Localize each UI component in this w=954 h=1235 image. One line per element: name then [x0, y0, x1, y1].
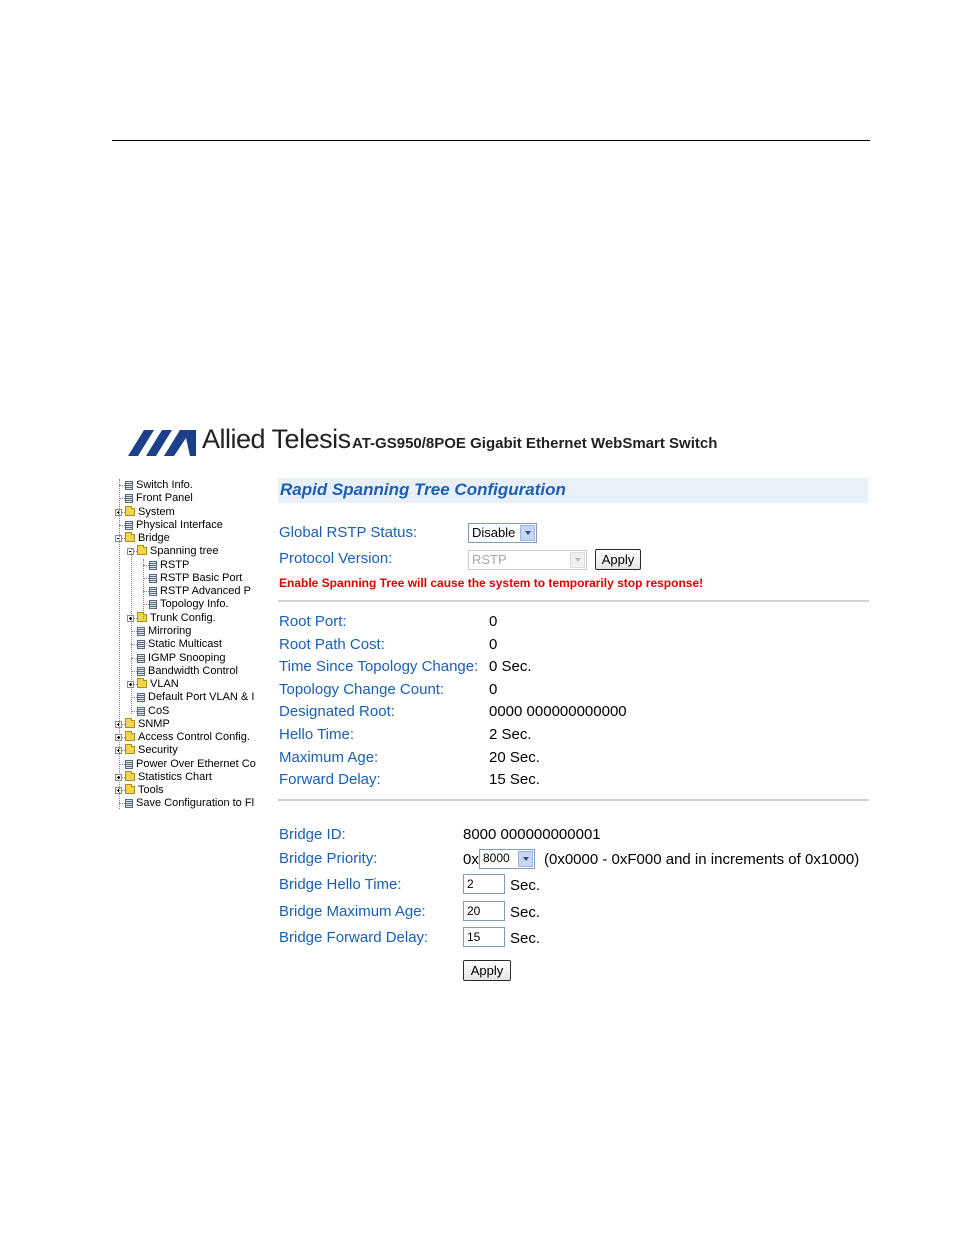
topology-change-count-value: 0	[489, 681, 498, 698]
root-port-value: 0	[489, 613, 498, 630]
bridge-hello-time-label: Bridge Hello Time:	[279, 876, 402, 893]
page-title: Rapid Spanning Tree Configuration	[280, 480, 566, 499]
allied-telesis-logo-icon	[128, 430, 196, 456]
tree-item-label: Switch Info.	[136, 479, 193, 491]
tree-item-label: RSTP Basic Port	[160, 572, 243, 584]
page-icon	[125, 799, 133, 808]
tree-item-label: Bridge	[138, 532, 170, 544]
page-icon	[149, 600, 157, 609]
page-icon	[149, 574, 157, 583]
tree-item-label: SNMP	[138, 718, 170, 730]
page-icon	[137, 667, 145, 676]
bridge-max-age-input[interactable]: 20	[463, 901, 505, 921]
bridge-hello-time-unit: Sec.	[510, 877, 541, 894]
app-header	[128, 422, 888, 462]
tree-item-label: Topology Info.	[160, 598, 229, 610]
tree-item-label: IGMP Snooping	[148, 652, 226, 664]
tree-item-label: VLAN	[150, 678, 179, 690]
global-rstp-status-value: Disable	[472, 525, 516, 540]
global-rstp-status-select[interactable]	[468, 523, 537, 543]
folder-icon	[137, 614, 147, 622]
tree-guide-line	[119, 479, 120, 809]
page-icon	[137, 627, 145, 636]
tree-item[interactable]	[114, 625, 260, 638]
hello-time-value: 2 Sec.	[489, 726, 532, 743]
protocol-version-label: Protocol Version:	[279, 550, 393, 567]
tree-item-label: Static Multicast	[148, 638, 222, 650]
bridge-forward-delay-unit: Sec.	[510, 930, 541, 947]
bridge-priority-select[interactable]	[479, 849, 535, 869]
page-icon	[137, 707, 145, 716]
bridge-hello-time-input[interactable]: 2	[463, 874, 505, 894]
tree-item[interactable]	[114, 665, 260, 678]
hello-time-label: Hello Time:	[279, 726, 355, 743]
bridge-priority-prefix: 0x	[463, 851, 479, 868]
tree-item[interactable]	[114, 731, 260, 744]
tree-item-label: Spanning tree	[150, 545, 219, 557]
root-path-cost-label: Root Path Cost:	[279, 636, 385, 653]
page-icon	[125, 521, 133, 530]
global-apply-button[interactable]: Apply	[595, 549, 641, 570]
time-since-topology-change-label: Time Since Topology Change:	[279, 658, 479, 675]
tree-item[interactable]	[114, 572, 260, 585]
chevron-down-icon	[570, 552, 585, 568]
topology-change-count-label: Topology Change Count:	[279, 681, 445, 698]
divider	[278, 600, 869, 602]
tree-item[interactable]	[114, 479, 260, 492]
tree-item[interactable]	[114, 492, 260, 505]
folder-open-icon	[137, 547, 147, 555]
designated-root-label: Designated Root:	[279, 703, 395, 720]
tree-item[interactable]	[114, 598, 260, 611]
tree-item-label: Mirroring	[148, 625, 192, 637]
chevron-down-icon[interactable]	[520, 525, 535, 541]
designated-root-value: 0000 000000000000	[489, 703, 627, 720]
tree-item[interactable]	[114, 559, 260, 572]
tree-item[interactable]	[114, 691, 260, 704]
tree-item[interactable]	[114, 744, 260, 757]
tree-item-label: Bandwidth Control	[148, 665, 238, 677]
tree-item-label: Statistics Chart	[138, 771, 212, 783]
page-icon	[125, 760, 133, 769]
folder-icon	[125, 773, 135, 781]
tree-item-label: Trunk Config.	[150, 612, 216, 624]
tree-item-label: Front Panel	[136, 492, 193, 504]
maximum-age-label: Maximum Age:	[279, 749, 379, 766]
tree-item[interactable]	[114, 705, 260, 718]
tree-item-label: Tools	[138, 784, 164, 796]
forward-delay-value: 15 Sec.	[489, 771, 540, 788]
forward-delay-label: Forward Delay:	[279, 771, 381, 788]
tree-item-label: Power Over Ethernet Co	[136, 758, 256, 770]
tree-guide-line	[143, 559, 144, 619]
divider	[278, 799, 869, 801]
tree-item[interactable]	[114, 519, 260, 532]
bridge-max-age-unit: Sec.	[510, 904, 541, 921]
bridge-forward-delay-input[interactable]: 15	[463, 927, 505, 947]
root-path-cost-value: 0	[489, 636, 498, 653]
protocol-version-value: RSTP	[472, 552, 507, 567]
page-icon	[125, 494, 133, 503]
bridge-apply-button[interactable]: Apply	[463, 960, 511, 981]
tree-item[interactable]	[114, 797, 260, 810]
page-icon	[137, 640, 145, 649]
bridge-priority-label: Bridge Priority:	[279, 850, 378, 867]
page-icon	[125, 481, 133, 490]
protocol-version-select	[468, 550, 587, 570]
tree-guide-line	[131, 549, 132, 714]
folder-icon	[125, 786, 135, 794]
bridge-max-age-label: Bridge Maximum Age:	[279, 903, 426, 920]
tree-item-label: Save Configuration to Fl	[136, 797, 255, 809]
product-name: AT-GS950/8POE Gigabit Ethernet WebSmart Switch	[352, 435, 718, 452]
nav-tree	[114, 479, 260, 815]
folder-icon	[125, 508, 135, 516]
tree-item[interactable]	[114, 638, 260, 651]
page-icon	[149, 561, 157, 570]
tree-item[interactable]	[114, 718, 260, 731]
page-icon	[137, 693, 145, 702]
folder-icon	[125, 733, 135, 741]
tree-item[interactable]	[114, 506, 260, 519]
tree-item[interactable]	[114, 678, 260, 691]
tree-item-label: Security	[138, 744, 178, 756]
bridge-priority-hint: (0x0000 - 0xF000 and in increments of 0x1000)	[544, 851, 860, 868]
folder-icon	[137, 680, 147, 688]
tree-item-label: RSTP	[160, 559, 190, 571]
chevron-down-icon[interactable]	[518, 851, 533, 867]
tree-item-label: RSTP Advanced P	[160, 585, 251, 597]
tree-item[interactable]	[114, 545, 260, 558]
page-title-bar	[278, 478, 868, 503]
page-top-rule	[112, 140, 870, 141]
tree-item-label: CoS	[148, 705, 170, 717]
brand-name: Allied Telesis	[202, 424, 351, 454]
tree-item[interactable]	[114, 758, 260, 771]
folder-icon	[125, 720, 135, 728]
tree-item[interactable]	[114, 784, 260, 797]
bridge-priority-value: 8000	[483, 851, 510, 865]
bridge-id-label: Bridge ID:	[279, 826, 346, 843]
maximum-age-value: 20 Sec.	[489, 749, 540, 766]
tree-item-label: Default Port VLAN & I	[148, 691, 255, 703]
tree-item-label: Physical Interface	[136, 519, 223, 531]
tree-item[interactable]	[114, 652, 260, 665]
bridge-forward-delay-label: Bridge Forward Delay:	[279, 929, 429, 946]
rstp-config-panel	[278, 478, 870, 988]
page-icon	[137, 654, 145, 663]
page-icon	[149, 587, 157, 596]
tree-item[interactable]	[114, 612, 260, 625]
folder-icon	[125, 534, 135, 542]
tree-item[interactable]	[114, 585, 260, 598]
tree-item[interactable]	[114, 532, 260, 545]
time-since-topology-change-value: 0 Sec.	[489, 658, 532, 675]
bridge-id-value: 8000 000000000001	[463, 826, 601, 843]
global-rstp-status-label: Global RSTP Status:	[279, 524, 418, 541]
tree-item-label: Access Control Config.	[138, 731, 250, 743]
root-port-label: Root Port:	[279, 613, 347, 630]
tree-item-label: System	[138, 506, 175, 518]
tree-item[interactable]	[114, 771, 260, 784]
folder-icon	[125, 746, 135, 754]
spanning-tree-warning: Enable Spanning Tree will cause the system to temporarily stop response!	[279, 576, 704, 590]
